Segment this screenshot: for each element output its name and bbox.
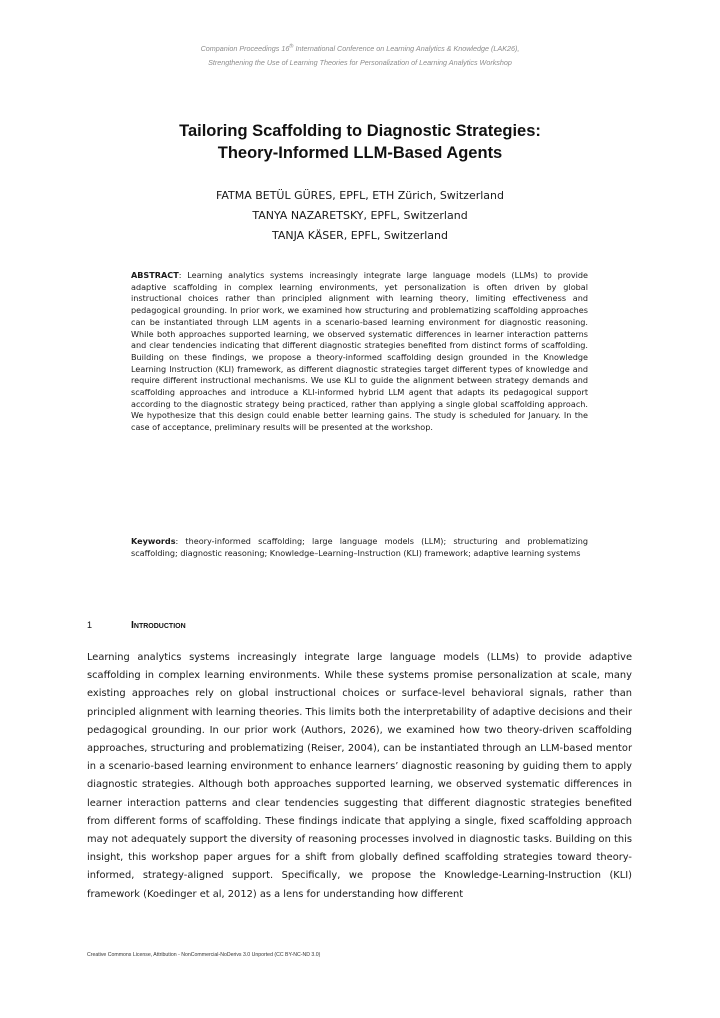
keywords-text: : theory-informed scaffolding; large language models (LLM); structuring and problematizing scaffolding; diagnostic reasoning; Knowledge–Learning–Instruction (KLI) framework; adaptive learning systems bbox=[131, 536, 588, 558]
ordinal-superscript: th bbox=[289, 43, 294, 50]
author-1: FATMA BETÜL GÜRES, EPFL, ETH Zürich, Switzerland bbox=[216, 189, 504, 202]
paper-title bbox=[0, 120, 720, 164]
section-number: 1 bbox=[87, 620, 93, 630]
abstract-text: : Learning analytics systems increasingly integrate large language models (LLMs) to provide adaptive scaffolding in complex learning environments, yet personalization is often driven by global instructional choices rather than principled alignment with learning theory, limiting effectiveness and pedagogical grounding. In prior work, we examined how structuring and problematizing scaffolding approaches can be instantiated through LLM agents in a scenario-based learning environment for diagnostic reasoning. While both approaches supported learning, we observed systematic differences in learner interaction patterns and clear tendencies indicating that different diagnostic strategies benefited from distinct forms of scaffolding. Building on these findings, we propose a theory-informed scaffolding design grounded in the Knowledge Learning Instruction (KLI) framework, as different diagnostic strategies target different types of knowledge and require different instructional mechanisms. We use KLI to guide the alignment between strategy demands and scaffolding approaches and introduce a KLI-informed hybrid LLM agent that adapts its pedagogical support according to the diagnostic strategy being practiced, rather than applying a single global scaffolding approach. We hypothesize that this design could enable better learning gains. The study is scheduled for January. In the case of acceptance, preliminary results will be presented at the workshop. bbox=[131, 270, 588, 433]
paper-title-line-1: Tailoring Scaffolding to Diagnostic Strategies: bbox=[179, 122, 541, 140]
author-2: TANYA NAZARETSKY, EPFL, Switzerland bbox=[252, 209, 468, 222]
license-footer: Creative Commons License, Attribution - NonCommercial-NoDerivs 3.0 Unported (CC BY-NC-ND 3.0) bbox=[87, 952, 321, 958]
section-heading-introduction bbox=[87, 618, 186, 632]
paper-title-line-2: Theory-Informed LLM-Based Agents bbox=[217, 144, 503, 162]
keywords-label: Keywords bbox=[131, 536, 176, 546]
running-header bbox=[0, 42, 720, 70]
section-title: Introduction bbox=[131, 619, 186, 631]
abstract bbox=[131, 270, 588, 434]
running-header-line-1: Companion Proceedings 16th International Conference on Learning Analytics & Knowledge (LAK26), bbox=[200, 43, 520, 53]
author-list bbox=[0, 186, 720, 246]
keywords bbox=[131, 536, 588, 559]
introduction-body: Learning analytics systems increasingly integrate large language models (LLMs) to provide adaptive scaffolding in complex learning environments. While these systems promise personalization at scale, many existing approaches rely on global instructional choices or surface-level behavioral signals, rather than principled alignment with learning theories. This limits both the interpretability of adaptive decisions and their pedagogical grounding. In our prior work (Authors, 2026), we examined how two theory-driven scaffolding approaches, structuring and problematizing (Reiser, 2004), can be instantiated through an LLM-based mentor in a scenario-based learning environment to enhance learners’ diagnostic reasoning by guiding them to apply diagnostic strategies. Although both approaches supported learning, we observed systematic differences in learner interaction patterns and clear tendencies suggesting that different diagnostic strategies benefited from different forms of scaffolding. These findings indicate that applying a single, fixed scaffolding approach may not adequately support the diversity of reasoning processes involved in diagnostic tasks. Building on this insight, this workshop paper argues for a shift from globally defined scaffolding strategies toward theory-informed, strategy-aligned support. Specifically, we propose the Knowledge-Learning-Instruction (KLI) framework (Koedinger et al, 2012) as a lens for understanding how different bbox=[87, 652, 632, 900]
abstract-label: ABSTRACT bbox=[131, 270, 179, 280]
author-3: TANJA KÄSER, EPFL, Switzerland bbox=[272, 229, 448, 242]
running-header-line-2: Strengthening the Use of Learning Theories for Personalization of Learning Analytics Workshop bbox=[208, 58, 512, 67]
